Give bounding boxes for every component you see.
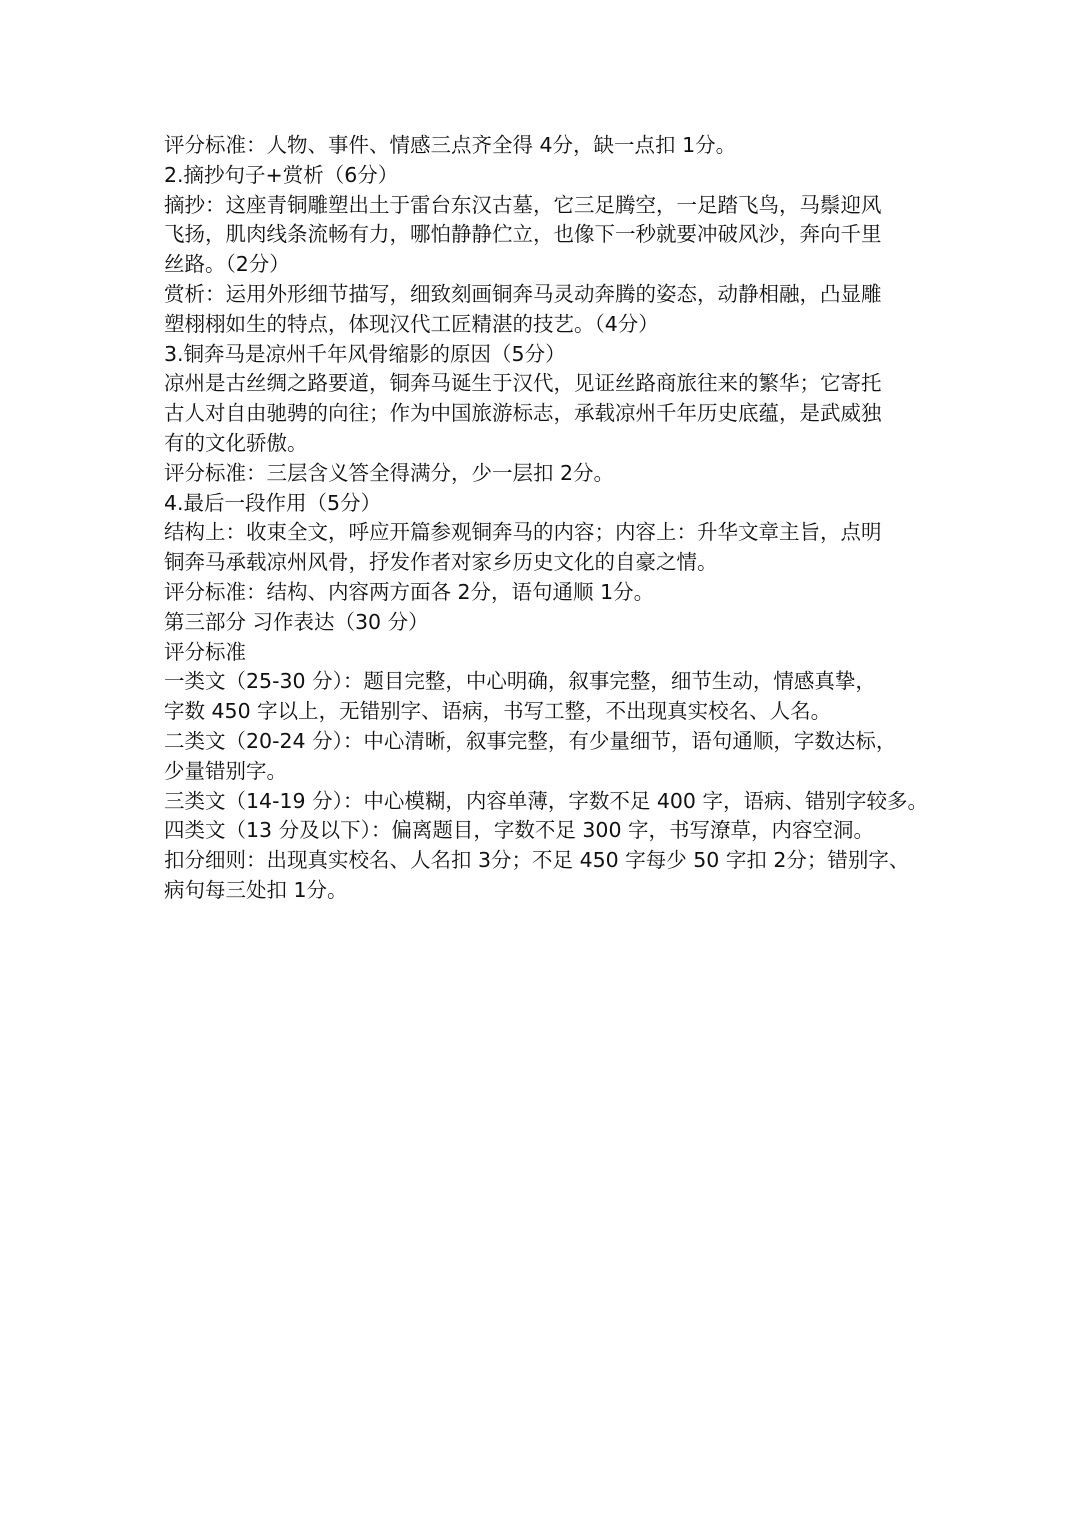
appreciation-line: 塑栩栩如生的特点，体现汉代工匠精湛的技艺。（4分） (164, 311, 659, 336)
question-2-heading: 2.摘抄句子+赏析（6分） (164, 162, 399, 187)
answer-line: 结构上：收束全文，呼应开篇参观铜奔马的内容；内容上：升华文章主旨，点明 (164, 520, 882, 545)
grade-2-line: 少量错别字。 (164, 758, 287, 783)
part-3-heading: 第三部分 习作表达（30 分） (164, 609, 429, 634)
answer-line: 古人对自由驰骋的向往；作为中国旅游标志，承载凉州千年历史底蕴，是武威独 (164, 401, 882, 426)
scoring-criteria-heading: 评分标准 (164, 639, 246, 664)
deduction-rules-line: 扣分细则：出现真实校名、人名扣 3分；不足 450 字每少 50 字扣 2分；错别字、 (164, 848, 910, 873)
question-4-heading: 4.最后一段作用（5分） (164, 490, 382, 515)
grade-2-line: 二类文（20-24 分）：中心清晰，叙事完整，有少量细节，语句通顺，字数达标， (164, 728, 897, 753)
answer-line: 铜奔马承载凉州风骨，抒发作者对家乡历史文化的自豪之情。 (164, 550, 718, 575)
grade-1-line: 一类文（25-30 分）：题目完整，中心明确，叙事完整，细节生动，情感真挚， (164, 669, 876, 694)
scoring-criteria-line: 评分标准：人物、事件、情感三点齐全得 4分，缺一点扣 1分。 (164, 133, 737, 157)
answer-line: 有的文化骄傲。 (164, 430, 308, 455)
question-3-heading: 3.铜奔马是凉州千年风骨缩影的原因（5分） (164, 341, 566, 366)
excerpt-line: 丝路。（2分） (164, 252, 290, 277)
scoring-criteria-line: 评分标准：结构、内容两方面各 2分，语句通顺 1分。 (164, 579, 655, 604)
excerpt-line: 摘抄：这座青铜雕塑出土于雷台东汉古墓，它三足腾空，一足踏飞鸟，马鬃迎风 (164, 192, 882, 217)
answer-line: 凉州是古丝绸之路要道，铜奔马诞生于汉代，见证丝路商旅往来的繁华；它寄托 (164, 371, 882, 396)
grade-1-line: 字数 450 字以上，无错别字、语病，书写工整，不出现真实校名、人名。 (164, 699, 832, 724)
deduction-rules-line: 病句每三处扣 1分。 (164, 877, 348, 902)
document-body (164, 131, 934, 906)
grade-4-line: 四类文（13 分及以下）：偏离题目，字数不足 300 字，书写潦草，内容空洞。 (164, 818, 875, 843)
excerpt-line: 飞扬，肌肉线条流畅有力，哪怕静静伫立，也像下一秒就要冲破风沙，奔向千里 (164, 222, 882, 247)
grade-3-line: 三类文（14-19 分）：中心模糊，内容单薄，字数不足 400 字，语病、错别字较多。 (164, 788, 928, 813)
scoring-criteria-line: 评分标准：三层含义答全得满分，少一层扣 2分。 (164, 460, 615, 485)
appreciation-line: 赏析：运用外形细节描写，细致刻画铜奔马灵动奔腾的姿态，动静相融，凸显雕 (164, 281, 882, 306)
